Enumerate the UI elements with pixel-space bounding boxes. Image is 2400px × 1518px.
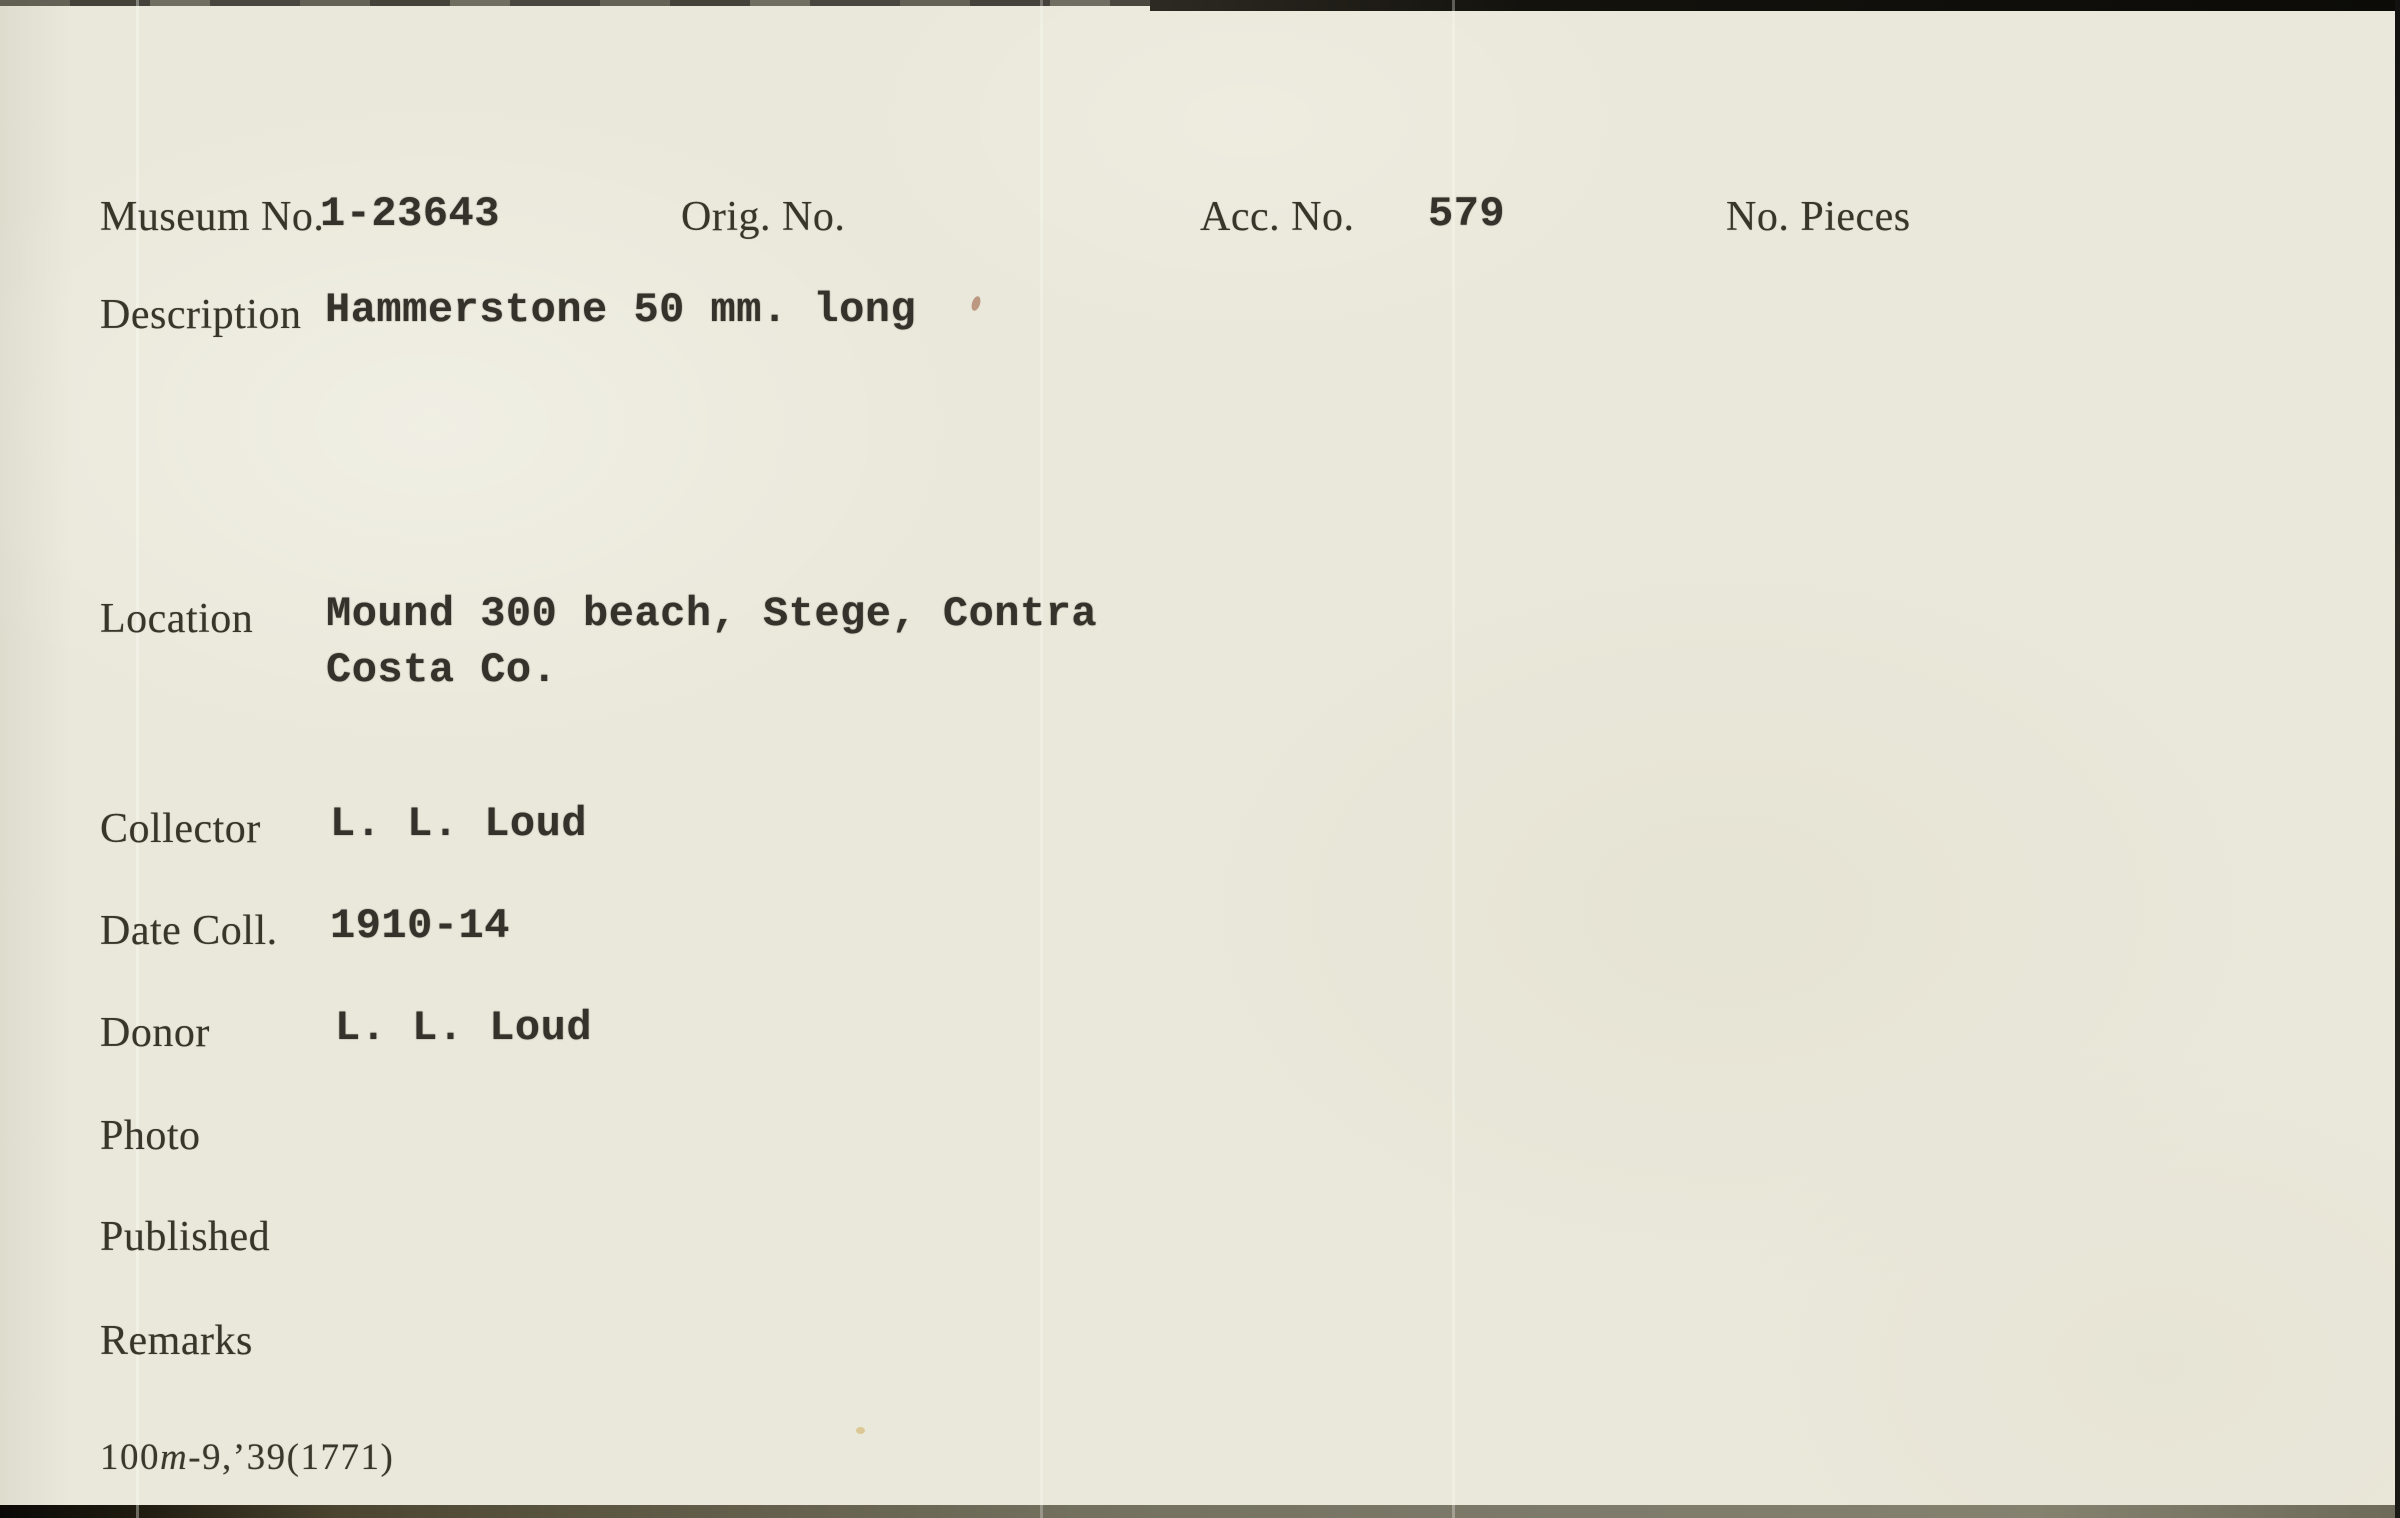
date-coll-value: 1910-14 xyxy=(330,902,510,950)
scan-edge-top-left xyxy=(0,0,1150,6)
location-value-line2: Costa Co. xyxy=(326,646,558,694)
museum-no-label: Museum No. xyxy=(100,194,325,240)
collector-label: Collector xyxy=(100,806,261,852)
paper-speck xyxy=(856,1427,865,1434)
no-pieces-label: No. Pieces xyxy=(1726,194,1911,240)
acc-no-value: 579 xyxy=(1428,190,1506,238)
location-value-line1: Mound 300 beach, Stege, Contra xyxy=(326,590,1098,638)
form-number xyxy=(100,1436,394,1479)
scan-edge-bottom xyxy=(0,1505,2400,1518)
orig-no-label: Orig. No. xyxy=(681,194,846,240)
description-value: Hammerstone 50 mm. long xyxy=(325,286,917,334)
donor-label: Donor xyxy=(100,1010,210,1056)
paper-speck xyxy=(970,295,982,312)
scan-edge-right xyxy=(2395,0,2400,1518)
museum-no-value: 1-23643 xyxy=(320,190,500,238)
form-number-prefix: 100 xyxy=(100,1437,160,1478)
acc-no-label: Acc. No. xyxy=(1200,194,1355,240)
form-number-suffix: -9,’39(1771) xyxy=(188,1437,395,1478)
published-label: Published xyxy=(100,1214,271,1260)
paper-streak xyxy=(1040,0,1043,1518)
remarks-label: Remarks xyxy=(100,1318,253,1364)
location-label: Location xyxy=(100,596,254,642)
collector-value: L. L. Loud xyxy=(330,800,588,848)
form-number-italic-m: m xyxy=(160,1437,189,1478)
donor-value: L. L. Loud xyxy=(335,1004,593,1052)
date-coll-label: Date Coll. xyxy=(100,908,278,954)
photo-label: Photo xyxy=(100,1113,201,1159)
scan-edge-top-right xyxy=(1150,0,2400,11)
description-label: Description xyxy=(100,292,302,338)
